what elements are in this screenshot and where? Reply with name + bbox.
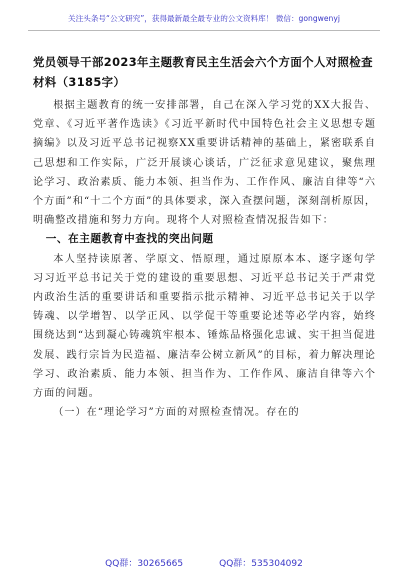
subsection-1-heading: （一）在“理论学习”方面的对照检查情况。存在的 <box>53 407 300 419</box>
footer-qq-group-2: QQ群：535304092 <box>219 559 303 569</box>
page-footer <box>0 556 408 574</box>
document-title: 党员领导干部2023年主题教育民主生活会六个方面个人对照检查材料（3185字） <box>33 55 373 89</box>
footer-qq-group-1: QQ群：30265665 <box>105 559 184 569</box>
intro-paragraph: 根据主题教育的统一安排部署，自己在深入学习党的XX大报告、党章、《习近平著作选读》《习近平新时代中国特色社会主义思想专题摘编》以及习近平总书记视察XX重要讲话精神的基础上，紧密联系自己思想和工作实际，广泛开展谈心谈话，广泛征求意见建议，聚焦理论学习、政治素质、能力本领、担当作为、工作作风、廉洁自律等“六个方面”和“十二个方面”的具体要求，深入查摆问题，深刻剖析原因，明确整改措施和努力方向。现将个人对照检查情况报告如下： <box>33 100 376 227</box>
header-notice: 关注头条号“公文研究”，获得最新最全最专业的公文资料库！ 微信：gongwenyj <box>68 14 340 23</box>
section-heading-1: 一、在主题教育中查找的突出问题 <box>45 233 214 246</box>
section-1-paragraph: 本人坚持读原著、学原文、悟原理，通过原原本本、逐字逐句学习习近平总书记关于党的建设的重要思想、习近平总书记关于严肃党内政治生活的重要讲话和重要指示批示精神、习近平总书记关于以学铸魂、以学增智、以学正风、以学促干等重要论述等必学内容，始终围绕达到“达到凝心铸魂筑牢根本、锤炼品格强化忠诚、实干担当促进发展、践行宗旨为民造福、廉洁奉公树立新风”的目标，着力解决理论学习、政治素质、能力本领、担当作为、工作作风、廉洁自律等六个方面的问题。 <box>33 253 376 400</box>
page-header <box>28 6 380 31</box>
document-body <box>33 96 376 422</box>
